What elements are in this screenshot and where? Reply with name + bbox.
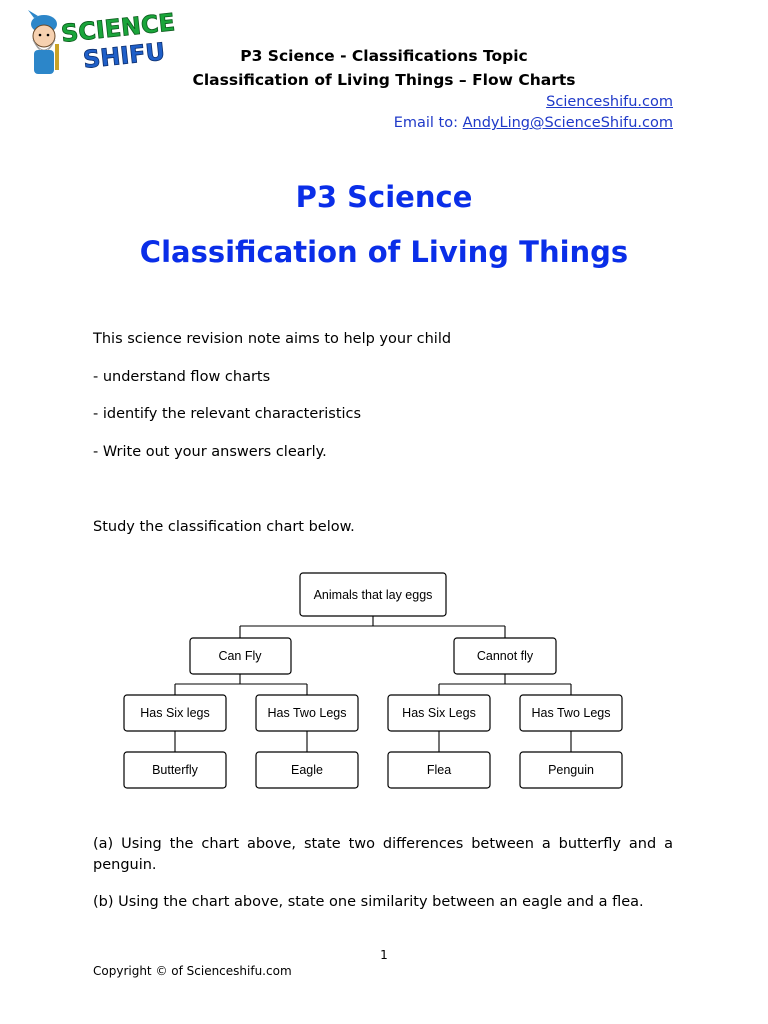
node-label: Animals that lay eggs: [313, 588, 433, 602]
node-root: [300, 573, 446, 616]
bullet-item: - Write out your answers clearly.: [93, 444, 327, 460]
page-number: 1: [380, 948, 388, 962]
node-fly-two-legs: [256, 695, 358, 731]
classification-flowchart: [0, 560, 768, 800]
node-label: Can Fly: [218, 649, 262, 663]
logo-text-shifu: SHIFU: [81, 37, 167, 74]
node-label: Has Six legs: [140, 706, 210, 720]
node-eagle: [256, 752, 358, 788]
node-label: Cannot fly: [476, 649, 534, 663]
shifu-mascot-icon: [28, 10, 59, 74]
copyright-footer: Copyright © of Scienceshifu.com: [93, 964, 292, 978]
science-shifu-logo: [22, 8, 198, 78]
website-line: [546, 92, 673, 112]
node-can-fly: [190, 638, 291, 674]
node-butterfly: [124, 752, 226, 788]
study-instruction: Study the classification chart below.: [93, 519, 355, 535]
intro-text: This science revision note aims to help your child: [93, 331, 452, 347]
website-link[interactable]: Scienceshifu.com: [546, 94, 673, 110]
node-nofly-six-legs: [388, 695, 490, 731]
node-label: Flea: [426, 763, 452, 777]
bullet-item: - identify the relevant characteristics: [93, 406, 362, 422]
node-label: Has Two Legs: [267, 706, 347, 720]
node-cannot-fly: [454, 638, 556, 674]
node-nofly-two-legs: [520, 695, 622, 731]
email-label: Email to:: [393, 115, 463, 131]
header-title-line2: Classification of Living Things – Flow Charts: [192, 71, 576, 89]
page-title-line1: P3 Science: [295, 180, 473, 214]
page-title-line2: Classification of Living Things: [139, 235, 629, 269]
node-label: Has Six Legs: [402, 706, 476, 720]
question-a: (a) Using the chart above, state two differences between a butterfly and a penguin.: [93, 836, 673, 873]
bullet-item: - understand flow charts: [93, 369, 271, 385]
question-b: (b) Using the chart above, state one similarity between an eagle and a flea.: [93, 894, 644, 910]
email-line: [394, 113, 673, 133]
node-fly-six-legs: [124, 695, 226, 731]
node-label: Butterfly: [152, 763, 198, 777]
logo-text-science: SCIENCE: [59, 8, 177, 48]
node-label: Penguin: [548, 763, 594, 777]
node-flea: [388, 752, 490, 788]
email-link[interactable]: AndyLing@ScienceShifu.com: [462, 115, 673, 131]
node-label: Has Two Legs: [531, 706, 611, 720]
node-label: Eagle: [291, 763, 323, 777]
header-title-line1: P3 Science - Classifications Topic: [240, 47, 528, 65]
flowchart-edges: [175, 616, 571, 752]
node-penguin: [520, 752, 622, 788]
